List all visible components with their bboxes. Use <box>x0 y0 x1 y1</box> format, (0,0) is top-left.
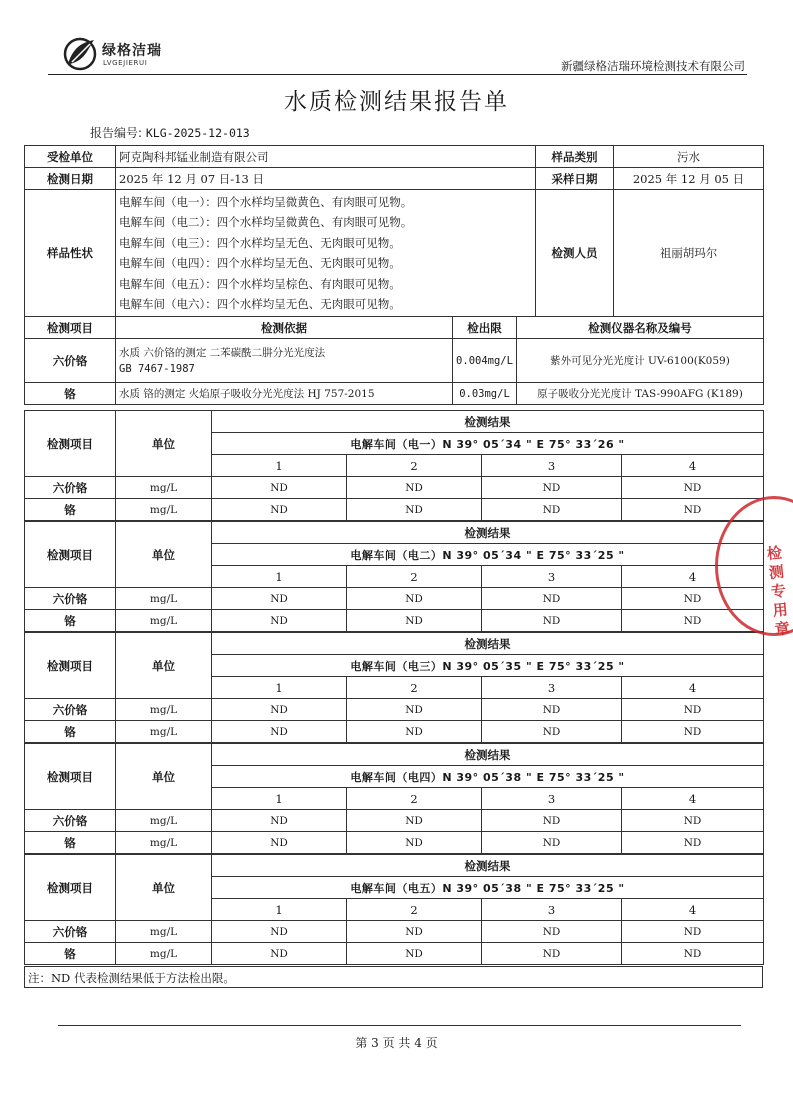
result-value: ND <box>622 699 764 721</box>
result-row <box>25 810 764 832</box>
result-item: 铬 <box>25 943 116 965</box>
sampling-location: 电解车间（电二）N 39° 05´34 " E 75° 33´25 " <box>212 544 764 566</box>
header-divider <box>48 74 747 75</box>
result-unit: mg/L <box>116 921 212 943</box>
result-value: ND <box>212 810 347 832</box>
result-item: 六价铬 <box>25 810 116 832</box>
result-value: ND <box>482 943 622 965</box>
sample-number: 3 <box>482 566 622 588</box>
seal-text: 检测专用章 <box>764 544 792 641</box>
condition-line: 电解车间（电二）：四个水样均呈微黄色、有肉眼可见物。 <box>119 215 413 230</box>
method-limit: 0.004mg/L <box>453 339 517 383</box>
condition-line: 电解车间（电五）：四个水样均呈棕色、有肉眼可见物。 <box>119 276 401 291</box>
condition-line: 电解车间（电六）：四个水样均呈无色、无肉眼可见物。 <box>119 297 401 312</box>
results-title: 检测结果 <box>212 633 764 655</box>
unit-header: 单位 <box>116 522 212 588</box>
logo-text-en: LVGEJIERUI <box>103 59 148 67</box>
method-instrument: 原子吸收分光光度计 TAS-990AFG (K189) <box>517 383 764 405</box>
condition-line: 电解车间（电一）：四个水样均呈微黄色、有肉眼可见物。 <box>119 195 413 209</box>
test-date-value: 2025 年 12 月 07 日-13 日 <box>116 168 536 190</box>
result-value: ND <box>622 943 764 965</box>
methods-instrument-header: 检测仪器名称及编号 <box>517 317 764 339</box>
sample-number: 4 <box>622 788 764 810</box>
result-value: ND <box>482 810 622 832</box>
inspector-label: 检测人员 <box>536 190 614 317</box>
sample-info-table <box>24 145 764 405</box>
results-table <box>24 521 764 632</box>
sample-number: 2 <box>347 455 482 477</box>
sample-number: 1 <box>212 677 347 699</box>
result-unit: mg/L <box>116 499 212 521</box>
item-header: 检测项目 <box>25 744 116 810</box>
result-row <box>25 610 764 632</box>
result-unit: mg/L <box>116 943 212 965</box>
result-unit: mg/L <box>116 477 212 499</box>
result-value: ND <box>212 477 347 499</box>
results-title: 检测结果 <box>212 411 764 433</box>
result-value: ND <box>212 610 347 632</box>
result-row <box>25 699 764 721</box>
result-row <box>25 477 764 499</box>
method-item: 六价铬 <box>25 339 116 383</box>
sample-number: 3 <box>482 788 622 810</box>
result-value: ND <box>347 477 482 499</box>
result-row <box>25 499 764 521</box>
method-item: 铬 <box>25 383 116 405</box>
result-item: 铬 <box>25 610 116 632</box>
method-basis <box>116 339 453 383</box>
unit-header: 单位 <box>116 633 212 699</box>
results-table <box>24 632 764 743</box>
methods-limit-header: 检出限 <box>453 317 517 339</box>
sample-number: 3 <box>482 677 622 699</box>
sampling-location: 电解车间（电五）N 39° 05´38 " E 75° 33´25 " <box>212 877 764 899</box>
sample-number: 1 <box>212 455 347 477</box>
result-item: 铬 <box>25 832 116 854</box>
result-value: ND <box>482 699 622 721</box>
result-value: ND <box>622 588 764 610</box>
method-basis-line: 水质 六价铬的测定 二苯碳酰二肼分光光度法 <box>119 346 326 359</box>
result-value: ND <box>347 810 482 832</box>
sample-number: 4 <box>622 899 764 921</box>
result-item: 铬 <box>25 499 116 521</box>
result-item: 六价铬 <box>25 699 116 721</box>
result-value: ND <box>212 699 347 721</box>
sample-number: 4 <box>622 677 764 699</box>
result-value: ND <box>482 588 622 610</box>
result-value: ND <box>347 721 482 743</box>
sample-number: 4 <box>622 455 764 477</box>
sample-number: 2 <box>347 677 482 699</box>
client-label: 受检单位 <box>25 146 116 168</box>
result-value: ND <box>622 499 764 521</box>
result-value: ND <box>212 499 347 521</box>
result-value: ND <box>622 610 764 632</box>
item-header: 检测项目 <box>25 411 116 477</box>
report-number-label: 报告编号: <box>90 126 143 140</box>
report-number <box>90 124 250 141</box>
result-value: ND <box>622 921 764 943</box>
sample-type-value: 污水 <box>614 146 764 168</box>
results-title: 检测结果 <box>212 855 764 877</box>
result-unit: mg/L <box>116 610 212 632</box>
result-value: ND <box>482 832 622 854</box>
item-header: 检测项目 <box>25 633 116 699</box>
test-date-label: 检测日期 <box>25 168 116 190</box>
methods-basis-header: 检测依据 <box>116 317 453 339</box>
result-value: ND <box>212 721 347 743</box>
unit-header: 单位 <box>116 744 212 810</box>
result-item: 六价铬 <box>25 921 116 943</box>
result-value: ND <box>347 832 482 854</box>
result-value: ND <box>622 810 764 832</box>
result-value: ND <box>347 588 482 610</box>
results-table <box>24 854 764 965</box>
method-basis: 水质 铬的测定 火焰原子吸收分光光度法 HJ 757-2015 <box>116 383 453 405</box>
result-value: ND <box>347 699 482 721</box>
sampling-location: 电解车间（电四）N 39° 05´38 " E 75° 33´25 " <box>212 766 764 788</box>
result-value: ND <box>622 477 764 499</box>
condition-line: 电解车间（电三）：四个水样均呈无色、无肉眼可见物。 <box>119 235 401 250</box>
results-table <box>24 743 764 854</box>
result-value: ND <box>347 921 482 943</box>
result-value: ND <box>482 499 622 521</box>
result-value: ND <box>212 832 347 854</box>
result-value: ND <box>347 499 482 521</box>
sample-number: 3 <box>482 899 622 921</box>
methods-item-header: 检测项目 <box>25 317 116 339</box>
sampling-location: 电解车间（电三）N 39° 05´35 " E 75° 33´25 " <box>212 655 764 677</box>
item-header: 检测项目 <box>25 522 116 588</box>
client-value: 阿克陶科邦锰业制造有限公司 <box>116 146 536 168</box>
condition-label: 样品性状 <box>25 190 116 317</box>
results-table <box>24 410 764 521</box>
unit-header: 单位 <box>116 411 212 477</box>
company-logo <box>60 34 180 76</box>
condition-line: 电解车间（电四）：四个水样均呈无色、无肉眼可见物。 <box>119 256 401 271</box>
report-number-value: KLG-2025-12-013 <box>145 126 250 140</box>
result-value: ND <box>482 477 622 499</box>
sample-number: 2 <box>347 566 482 588</box>
sampling-location: 电解车间（电一）N 39° 05´34 " E 75° 33´26 " <box>212 433 764 455</box>
method-instrument: 紫外可见分光光度计 UV-6100(K059) <box>517 339 764 383</box>
method-limit: 0.03mg/L <box>453 383 517 405</box>
result-value: ND <box>482 721 622 743</box>
result-value: ND <box>482 610 622 632</box>
results-title: 检测结果 <box>212 522 764 544</box>
sampling-date-label: 采样日期 <box>536 168 614 190</box>
result-value: ND <box>622 721 764 743</box>
footnote: 注：ND 代表检测结果低于方法检出限。 <box>24 966 763 988</box>
result-unit: mg/L <box>116 721 212 743</box>
result-row <box>25 721 764 743</box>
sample-number: 1 <box>212 566 347 588</box>
logo-leaf-icon <box>60 34 100 74</box>
result-unit: mg/L <box>116 699 212 721</box>
results-title: 检测结果 <box>212 744 764 766</box>
result-item: 六价铬 <box>25 477 116 499</box>
result-row <box>25 943 764 965</box>
footer-divider <box>58 1025 741 1026</box>
sample-number: 3 <box>482 455 622 477</box>
result-value: ND <box>347 943 482 965</box>
result-item: 六价铬 <box>25 588 116 610</box>
sample-number: 2 <box>347 899 482 921</box>
sampling-date-value: 2025 年 12 月 05 日 <box>614 168 764 190</box>
condition-list <box>116 190 536 317</box>
item-header: 检测项目 <box>25 855 116 921</box>
sample-number: 1 <box>212 788 347 810</box>
page-title: 水质检测结果报告单 <box>284 89 509 115</box>
sample-type-label: 样品类别 <box>536 146 614 168</box>
result-value: ND <box>347 610 482 632</box>
logo-text-cn: 绿格洁瑞 <box>102 43 162 59</box>
result-row <box>25 921 764 943</box>
result-row <box>25 832 764 854</box>
result-unit: mg/L <box>116 832 212 854</box>
result-value: ND <box>622 832 764 854</box>
unit-header: 单位 <box>116 855 212 921</box>
result-unit: mg/L <box>116 588 212 610</box>
method-basis-standard: GB 7467-1987 <box>119 362 195 375</box>
inspector-value: 祖丽胡玛尔 <box>614 190 764 317</box>
result-value: ND <box>212 588 347 610</box>
result-value: ND <box>212 921 347 943</box>
sample-number: 2 <box>347 788 482 810</box>
page-number: 第 3 页 共 4 页 <box>355 1036 438 1050</box>
result-item: 铬 <box>25 721 116 743</box>
result-row <box>25 588 764 610</box>
sample-number: 1 <box>212 899 347 921</box>
result-unit: mg/L <box>116 810 212 832</box>
company-name: 新疆绿格洁瑞环境检测技术有限公司 <box>561 59 745 73</box>
result-value: ND <box>482 921 622 943</box>
result-value: ND <box>212 943 347 965</box>
sample-number: 4 <box>622 566 764 588</box>
